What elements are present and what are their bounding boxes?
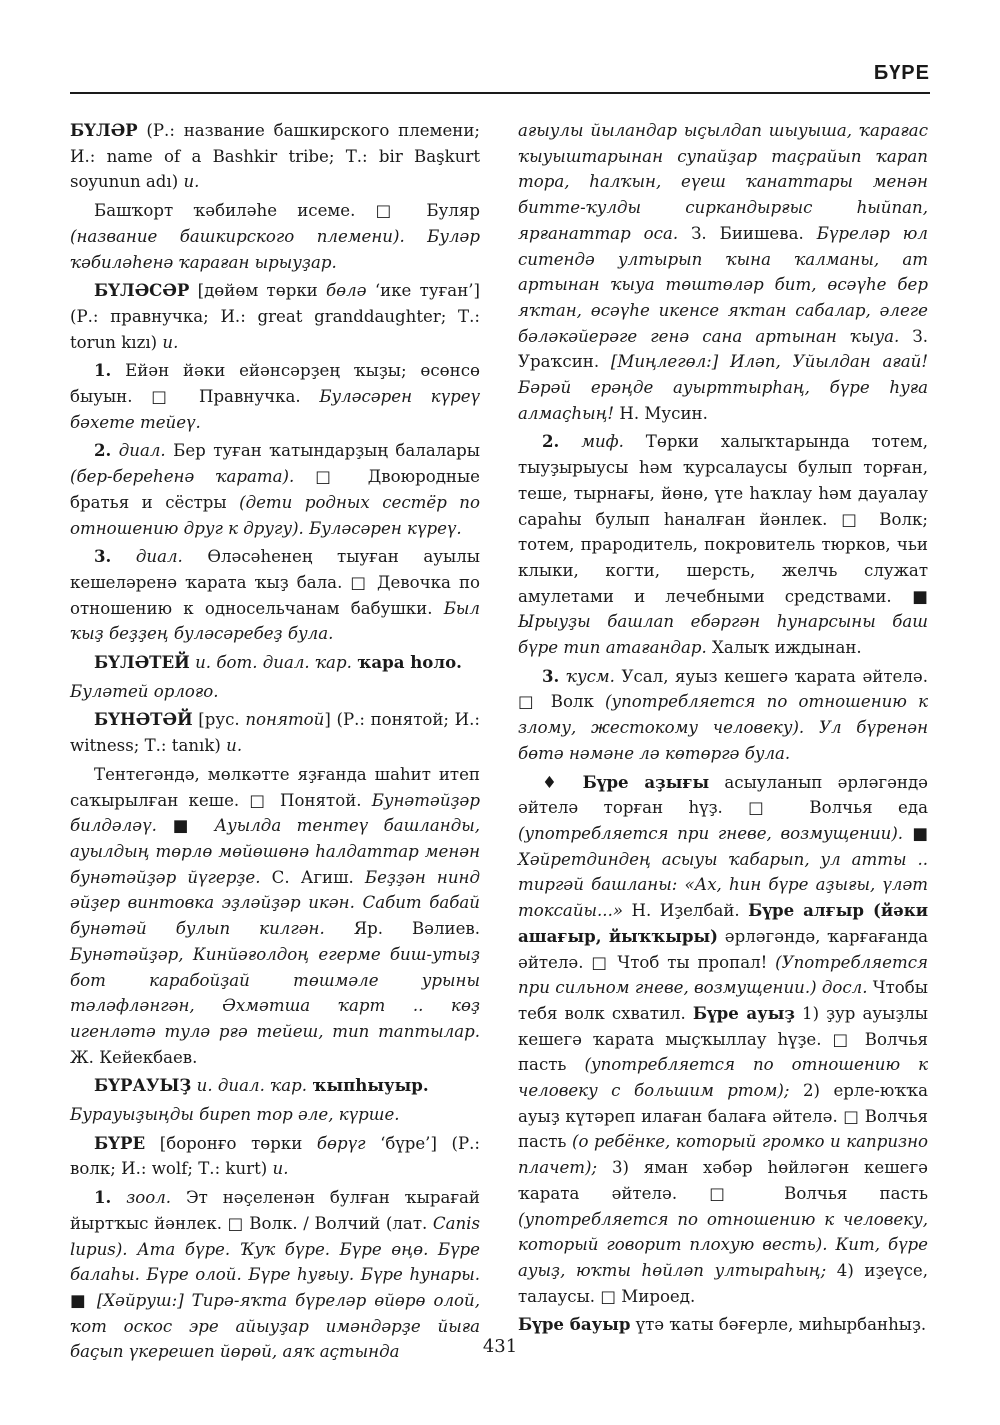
entry-bure-sense-2: 2. миф. Төрки халыҡтарында тотем, тыуҙырыусы һәм ҡурсалаусы булып торған, теше, тырнағы, йөнө, үте һаҡлау һәм дауалау сараһы булып һаналған йәнлек. □ Волк; тотем, прародитель, покровитель тюрков, чьи клыки, когти, шерсть, желчь служат амулетами и лечебными средствами. ■ Ырыуҙы башлап ебәргән һунарсыны баш бүре тип атағандар. Халыҡ иждынан. bbox=[518, 431, 928, 658]
entry-buletey: БҮЛӘТЕЙ и. бот. диал. ҡар. ҡара һоло. bbox=[94, 652, 462, 673]
entry-buler-definition: Башҡорт ҡәбиләһе исеме. □ Буляр (название башкирского племени). Буләр ҡәбиләһенә ҡараған ырыуҙар. bbox=[70, 201, 480, 272]
entry-bunetey-definition: Тентегәндә, мөлкәтте яҙғанда шаһит итеп саҡырылған кеше. □ Понятой. Бунәтәйҙәр билдәләү. ■ Ауылда тентеү башланды, ауылдың төрлө мөйөшөнә һалдаттар менән бунәтәйҙәр йүгерҙе. С. Агиш. Беҙҙән нинд әйҙер винтовка эҙләйҙәр икән. Сабит бабай бунәтәй булып килгән. Яр. Вәлиев. Бунәтәйҙәр, Кинйәғолдоң егерме биш-утыҙ бот карабойҙай төшмәле урыны тәләфләнгән, Әхмәтша ҡарт .. көҙ игенләтә тулә рғә тейеш, тип таптылар. Ж. Кейекбаев. bbox=[70, 764, 481, 1067]
entry-bure: БҮРЕ [боронғо төрки бөрүг ‘бүре’] (Р.: волк; И.: wolf; Т.: kurt) и. bbox=[70, 1132, 480, 1179]
entry-bure-phrases: ♦ Бүре аҙығы асыуланып әрләгәндә әйтелә торған һүҙ. □ Волчья еда (употребляется при гневе, возмущении). ■ Хәйретдиндең асыуы ҡабарып, ул атты .. тиргәй башланы: «Ах, һин бүре аҙығы, үләт токсайы...» Н. Иҙелбай. Бүре алғыр (йәки ашағыр, йыҡҡыры) әрләгәндә, ҡарғағанда әйтелә. □ Чтоб ты пропал! (Употребляется при сильном гневе, возмущении.) досл. Чтобы тебя волк схватил. Бүре ауыҙ 1) ҙур ауыҙлы кешегә ҡарата мыҫҡыллау һүҙе. □ Волчья пасть (употребляется по отношению к человеку с большим ртом); 2) ерле-юҡҡа ауыҙ күтәреп илаған балаға әйтелә. □ Волчья пасть (о ребёнке, который громко и капризно плачет); 3) яман хәбәр һөйләгән кешегә ҡарата әйтелә. □ Волчья пасть (употребляется по отношению к человеку, который говорит плохую весть). Кит, бүре ауыҙ, юҡты һөйләп ултыраһың; 4) иҙеүсе, талаусы. □ Мироед. bbox=[518, 771, 929, 1306]
headword: БҮЛӘР bbox=[70, 120, 138, 140]
citation-marker-icon: ■ bbox=[891, 585, 928, 606]
entry-bulesar-sense-2: 2. диал. Бер туған ҡатындарҙың балалары (бер-береһенә ҡарата). □ Двоюродные братья и сёстры (дети родных сестёр по отношению друг к другу). Буләсәрен күреү. bbox=[70, 440, 480, 538]
entry-bulesar-sense-3: 3. диал. Өләсәһенең тыуған ауылы кешеләренә ҡарата ҡыҙ бала. □ Девочка по отношению к односельчанам бабушки. Был ҡыҙ беҙҙең буләсәребеҙ була. bbox=[70, 546, 480, 644]
left-column bbox=[70, 118, 480, 1368]
entry-bure-sense-1-continued: ағыулы йыландар ыҫылдап шыуыша, ҡарағас ҡыуыштарынан супайҙар таҫрайып ҡарап тора, һалҡын, еүеш ҡанаттары менән битте-ҡулды сиркандырғыс һыйпап, ярғанаттар оса. З. Биишева. Бүреләр юл ситендә ултырып ҡына ҡалманы, ат артынан ҡыуа төштөләр бит, өсәүһе бер яҡтан, өсәүһе икенсе яҡтан сабалар, әлеге бәләкәйерәге генә сана артынан ҡыуа. З. Ураҡсин. [Миңлегөл:] Иләп, Уйылдан ағай! Бәрәй ерәңде ауырттырһаң, бүре һуға алмаҫһың! Н. Мусин. bbox=[518, 121, 928, 423]
entry-burauyz-example: Бурауыҙыңды биреп тор әле, күрше. bbox=[70, 1105, 400, 1125]
entry-buler: БҮЛӘР (Р.: название башкирского племени; И.: name of a Bashkir tribe; Т.: bir Başkurt soyunun adı) и. bbox=[70, 120, 480, 192]
entry-buletey-example: Буләтей орлоғо. bbox=[70, 681, 219, 701]
citation-marker-icon: ■ bbox=[903, 822, 928, 843]
entry-bure-bauyr: Бүре бауыр үтә ҡаты бәғерле, миһырбанһыҙ. bbox=[518, 1314, 927, 1335]
headword: БҮРАУЫҘ bbox=[94, 1075, 192, 1096]
entry-bulesar: БҮЛӘСӘР [дөйөм төрки бөлә ‘ике туған’] (Р.: правнучка; И.: great granddaughter; Т.: torun kızı) и. bbox=[70, 280, 481, 352]
headword: БҮРЕ bbox=[94, 1132, 146, 1153]
running-head: БҮРЕ bbox=[873, 62, 930, 84]
headword: БҮЛӘСӘР bbox=[94, 280, 190, 301]
phrase-diamond-icon: ♦ bbox=[542, 771, 583, 792]
header-rule bbox=[70, 92, 930, 94]
entry-bure-sense-3: 3. ҡусм. Усал, яуыз кешегә ҡарата әйтелә. □ Волк (употребляется по отношению к злому, жестокому человеку). Ул бүренән бөтә нәмәне лә көтөргә була. bbox=[518, 665, 929, 763]
right-column bbox=[518, 118, 928, 1341]
entry-bure-sense-1: 1. зоол. Эт нәҫеленән булған ҡырағай йыртҡыс йәнлек. □ Волк. / Волчий (лат. Canis lupus). Ата бүре. Ҡуҡ бүре. Бүре өңө. Бүре балаһы. Бүре олой. Бүре һуғыу. Бүре һунары. ■ [Хәйруш:] Тирә-яҡта бүреләр өйөрө олой, ҡот оскос эре айыуҙар имәндәрҙе йыға баҫып үкерешеп йөрөй, аяҡ аҫтында bbox=[70, 1187, 480, 1362]
citation-marker-icon: ■ bbox=[70, 1289, 97, 1310]
entry-burauyz: БҮРАУЫҘ и. диал. ҡар. ҡыпһыуыр. bbox=[94, 1075, 429, 1096]
page-number: 431 bbox=[482, 1336, 518, 1357]
headword: БҮНӘТӘЙ bbox=[94, 709, 193, 730]
entry-bunetey: БҮНӘТӘЙ [рус. понятой] (Р.: понятой; И.: witness; Т.: tanık) и. bbox=[70, 709, 480, 756]
headword: БҮЛӘТЕЙ bbox=[94, 652, 190, 673]
entry-bulesar-sense-1: 1. Ейән йәки ейәнсәрҙең ҡыҙы; өсөнсө быуын. □ Правнучка. Буләсәрен күреү бәхете тейеү. bbox=[70, 360, 481, 432]
citation-marker-icon: ■ bbox=[156, 815, 215, 836]
